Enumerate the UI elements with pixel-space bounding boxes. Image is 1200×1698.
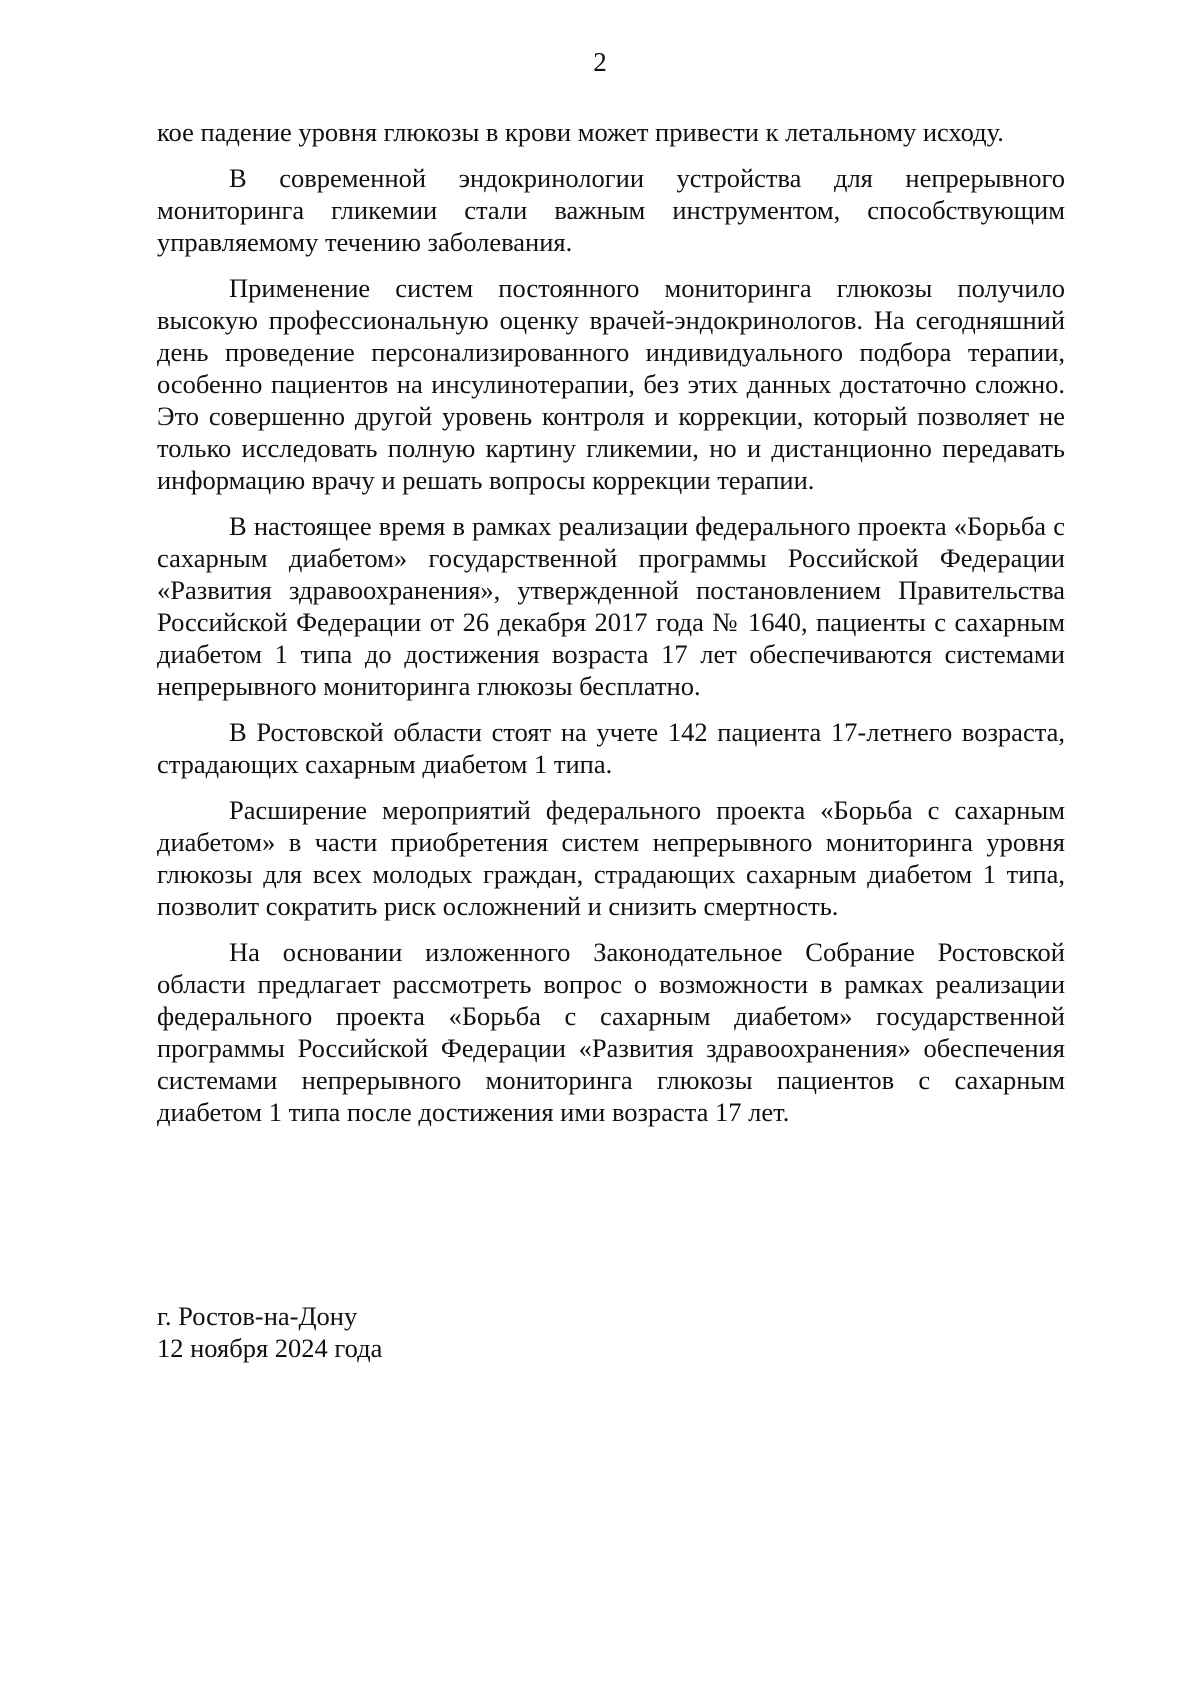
signature-date: 12 ноября 2024 года (157, 1333, 383, 1363)
paragraph-rostov-patients: В Ростовской области стоят на учете 142 пациента 17-летнего возраста, страдающих сахарным диабетом 1 типа. (157, 717, 1065, 779)
paragraph-expansion: Расширение мероприятий федерального проекта «Борьба с сахарным диабетом» в части приобретения систем непрерывного мониторинга уровня глюкозы для всех молодых граждан, страдающих сахарным диабетом 1 типа, позволит сократить риск осложнений и снизить смертность. (157, 795, 1065, 921)
paragraph-proposal: На основании изложенного Законодательное Собрание Ростовской области предлагает рассмотреть вопрос о возможности в рамках реализации федерального проекта «Борьба с сахарным диабетом» государственной программы Российской Федерации «Развития здравоохранения» обеспечения системами непрерывного мониторинга глюкозы пациентов с сахарным диабетом 1 типа после достижения ими возраста 17 лет. (157, 937, 1065, 1127)
paragraph-monitoring-devices: В современной эндокринологии устройства для непрерывного мониторинга гликемии стали важным инструментом, способствующим управляемому течению заболевания. (157, 163, 1065, 257)
signature-city: г. Ростов-на-Дону (157, 1301, 358, 1331)
paragraph-monitoring-evaluation: Применение систем постоянного мониторинга глюкозы получило высокую профессиональную оценку врачей-эндокринологов. На сегодняшний день проведение персонализированного индивидуального подбора терапии, особенно пациентов на инсулинотерапии, без этих данных достаточно сложно. Это совершенно другой уровень контроля и коррекции, который позволяет не только исследовать полную картину гликемии, но и дистанционно передавать информацию врачу и решать вопросы коррекции терапии. (157, 273, 1065, 495)
paragraph-continuation: кое падение уровня глюкозы в крови может привести к летальному исходу. (157, 117, 1004, 147)
page-number: 2 (593, 47, 607, 77)
document-body (157, 116, 1065, 1142)
paragraph-federal-project: В настоящее время в рамках реализации федерального проекта «Борьба с сахарным диабетом» государственной программы Российской Федерации «Развития здравоохранения», утвержденной постановлением Правительства Российской Федерации от 26 декабря 2017 года № 1640, пациенты с сахарным диабетом 1 типа до достижения возраста 17 лет обеспечиваются системами непрерывного мониторинга глюкозы бесплатно. (157, 511, 1065, 701)
signature-block (157, 1300, 382, 1364)
